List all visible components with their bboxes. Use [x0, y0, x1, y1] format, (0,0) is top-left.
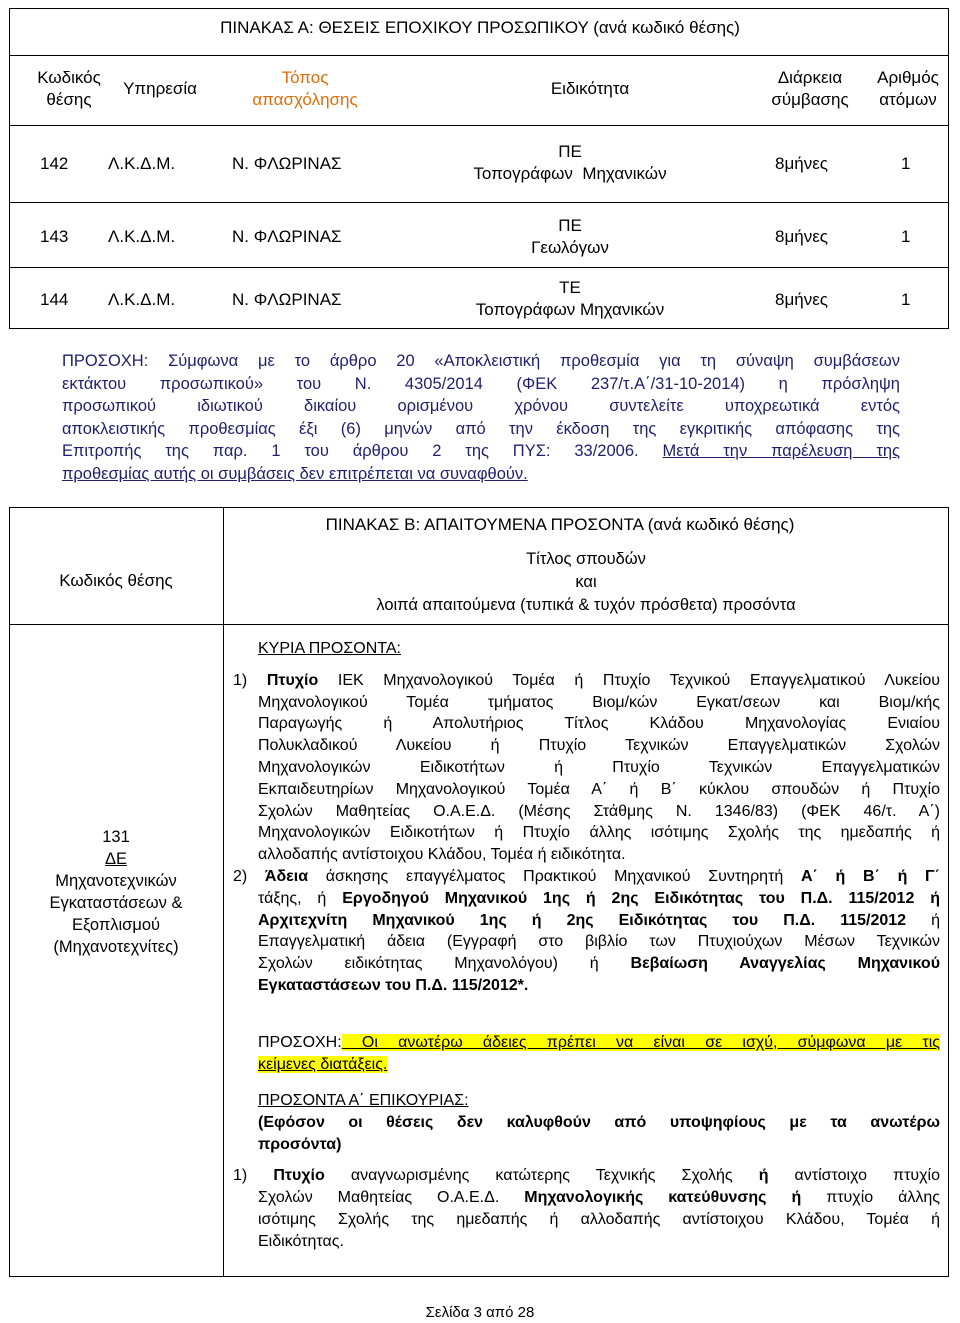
item-bold: Πτυχίο: [266, 671, 319, 689]
note-underlined-text: Μετά την παρέλευση της: [662, 442, 900, 460]
row-count: 1: [901, 154, 911, 173]
item1-line: Σχολών Μαθητείας Ο.Α.Ε.Δ. (Μέσης Στάθμης Ν. 1346/83) (ΦΕΚ 46/τ. Α΄): [258, 802, 940, 820]
header-code-line: θέσης: [46, 90, 92, 109]
header-count-line: ατόμων: [879, 90, 937, 109]
caution-highlighted-text: Οι ανωτέρω άδειες πρέπει να είναι σε ισχύ, σύμφωνα με τις: [341, 1034, 940, 1051]
item-bold: Πτυχίο: [273, 1167, 325, 1185]
item-number: 1): [233, 1167, 274, 1185]
item1-line: Εκπαιδευτηρίων Μηχανολογικού Τομέα Α΄ ή Β΄ κύκλου σπουδών ή Πτυχίο: [258, 780, 940, 798]
aux1-line: Ειδικότητας.: [258, 1232, 344, 1250]
row-code: 143: [40, 227, 69, 246]
header-count: [848, 67, 960, 111]
note-line: προσωπικού ιδιωτικού δικαίου ορισμένου χρόνου συντελείτε υποχρεωτικά εντός: [62, 397, 900, 415]
item-text: αναγνωρισμένης κατώτερης Τεχνικής Σχολής: [324, 1167, 759, 1185]
item-number: 2): [233, 867, 265, 885]
table-b-column-divider: [223, 507, 224, 1277]
item-text: Σχολών ειδικότητας Μηχανολόγου) ή: [258, 955, 631, 973]
item2-line: Επαγγελματική άδεια (Εγγραφή στο βιβλίο των Πτυχιούχων Μέσων Τεχνικών: [258, 933, 940, 951]
item-bold: Μηχανολογικής κατεύθυνσης ή: [524, 1189, 802, 1207]
item-bold: ή: [758, 1167, 769, 1185]
item-bold: Άδεια: [264, 867, 309, 885]
item-text: αντίστοιχο πτυχίο: [768, 1167, 940, 1185]
header-place-line: Τόπος: [281, 68, 329, 87]
item2-line: Εγκαταστάσεων του Π.Δ. 115/2012*.: [258, 976, 529, 994]
note-underlined-text: προθεσμίας αυτής οι συμβάσεις δεν επιτρέπεται να συναφθούν.: [62, 464, 528, 483]
item-text: τάξης, ή: [258, 889, 343, 907]
row-spec-type: ΠΕ: [558, 142, 582, 161]
page-number: Σελίδα 3 από 28: [425, 1304, 535, 1321]
position-category: ΔΕ: [104, 850, 128, 868]
aux1-line: [233, 1165, 940, 1187]
row-place: Ν. ΦΛΩΡΙΝΑΣ: [232, 290, 342, 309]
table-b-title: ΠΙΝΑΚΑΣ Β: ΑΠΑΙΤΟΥΜΕΝΑ ΠΡΟΣΟΝΤΑ (ανά κωδικό θέσης): [325, 515, 795, 534]
table-a-title: ΠΙΝΑΚΑΣ Α: ΘΕΣΕΙΣ ΕΠΟΧΙΚΟΥ ΠΡΟΣΩΠΙΚΟΥ (ανά κωδικό θέσης): [220, 18, 740, 37]
row-duration: 8μήνες: [775, 227, 828, 246]
table-b-divider: [9, 624, 949, 625]
position-name-line: Εγκαταστάσεων &: [49, 894, 183, 912]
header-code-line: Κωδικός: [37, 68, 101, 87]
header-specialty: Ειδικότητα: [550, 79, 630, 98]
row-place: Ν. ΦΛΩΡΙΝΑΣ: [232, 227, 342, 246]
row-spec-type: ΤΕ: [559, 278, 581, 297]
item1-line: Μηχανολογικών Ειδικοτήτων ή Πτυχίο άλλης ισότιμης Σχολής της ημεδαπής ή: [258, 824, 940, 842]
caution-line: [258, 1054, 940, 1076]
item2-line: [233, 866, 940, 888]
item1-line: Παραγωγής ή Απολυτήριος Τίτλος Κλάδου Μηχανολογίας Ενιαίου: [258, 715, 940, 733]
row-spec-name: Γεωλόγων: [531, 238, 609, 257]
header-duration-line: σύμβασης: [771, 90, 849, 109]
header-service: Υπηρεσία: [123, 79, 197, 98]
row-code: 142: [40, 154, 69, 173]
caution-highlighted-text: κείμενες διατάξεις.: [258, 1055, 388, 1073]
row-spec-type: ΠΕ: [558, 216, 582, 235]
table-a-divider: [9, 267, 949, 268]
item-bold: Α΄ ή Β΄ ή Γ΄: [800, 867, 941, 885]
item-bold: Βεβαίωση Αναγγελίας Μηχανικού: [630, 955, 940, 973]
row-count: 1: [901, 290, 911, 309]
caution-block: [258, 1032, 940, 1076]
row-service: Λ.Κ.Δ.Μ.: [108, 154, 176, 173]
item1-line: Μηχανολογικού Τομέα τμήματος Βιομ/κών Εγκατ/σεων και Βιομ/κής: [258, 693, 940, 711]
position-code-cell: [9, 826, 223, 958]
item-text: πτυχίο άλλης: [801, 1189, 940, 1207]
position-name-line: Εξοπλισμού: [71, 916, 161, 934]
auxiliary-note-line: (Εφόσον οι θέσεις δεν καλυφθούν από υποψηφίους με τα ανωτέρω: [258, 1113, 940, 1131]
item-number: 1): [233, 671, 267, 689]
aux1-line: [258, 1187, 940, 1209]
row-duration: 8μήνες: [775, 290, 828, 309]
header-qualifications: [223, 548, 949, 617]
row-count: 1: [901, 227, 911, 246]
row-duration: 8μήνες: [775, 154, 828, 173]
note-text: Επιτροπής της παρ. 1 του άρθρου 2 της ΠΥΣ: 33/2006.: [62, 442, 663, 460]
caution-line: [258, 1032, 940, 1054]
row-spec-name: Τοπογράφων Μηχανικών: [473, 164, 667, 183]
item-text: άσκησης επαγγέλματος Πρακτικού Μηχανικού Συντηρητή: [308, 867, 801, 885]
note-line: εκτάκτου προσωπικού» του Ν. 4305/2014 (ΦΕΚ 237/τ.Α΄/31-10-2014) η πρόσληψη: [62, 374, 900, 393]
caution-note: [62, 350, 900, 485]
item1-line: Μηχανολογικών Ειδικοτήτων ή Πτυχίο Τεχνικών Επαγγελματικών: [258, 758, 940, 776]
auxiliary-qualifications: [233, 1090, 940, 1253]
position-name-line: (Μηχανοτεχνίτες): [53, 938, 179, 956]
note-line: ΠΡΟΣΟΧΗ: Σύμφωνα με το άρθρο 20 «Αποκλειστική προθεσμία για τη σύναψη συμβάσεων: [62, 352, 900, 370]
note-line: [62, 440, 900, 463]
header-count-line: Αριθμός: [877, 68, 939, 87]
header-place: [225, 67, 385, 111]
row-service: Λ.Κ.Δ.Μ.: [108, 227, 176, 246]
item-bold: Αρχιτεχνίτη Μηχανικού 1ης ή 2ης Ειδικότητας του Π.Δ. 115/2012: [258, 911, 907, 929]
item1-line: [233, 670, 940, 692]
auxiliary-heading: ΠΡΟΣΟΝΤΑ Α΄ ΕΠΙΚΟΥΡΙΑΣ:: [258, 1092, 469, 1109]
item-text: Σχολών Μαθητείας Ο.Α.Ε.Δ.: [258, 1189, 525, 1207]
item2-line: [258, 910, 940, 932]
table-a-divider: [9, 125, 949, 126]
table-a-divider: [9, 202, 949, 203]
item-bold: Εργοδηγού Μηχανικού 1ης ή 2ης Ειδικότητας του Π.Δ. 115/2012 ή: [342, 889, 940, 907]
header-line: Τίτλος σπουδών: [526, 550, 646, 568]
item1-line: Πολυκλαδικού Λυκείου ή Πτυχίο Τεχνικών Επαγγελματικών Σχολών: [258, 737, 940, 755]
header-duration-line: Διάρκεια: [777, 68, 843, 87]
header-line: και: [575, 573, 597, 591]
item-text: ή: [906, 911, 940, 929]
position-name-line: Μηχανοτεχνικών: [55, 872, 177, 890]
auxiliary-note-line: προσόντα): [258, 1135, 342, 1153]
table-a-divider: [9, 55, 949, 56]
item1-line: αλλοδαπής αντίστοιχου Κλάδου, Τομέα ή ειδικότητα.: [258, 846, 626, 864]
item2-line: [258, 888, 940, 910]
row-service: Λ.Κ.Δ.Μ.: [108, 290, 176, 309]
row-place: Ν. ΦΛΩΡΙΝΑΣ: [232, 154, 342, 173]
row-code: 144: [40, 290, 69, 309]
main-qualifications: [233, 638, 941, 997]
aux1-line: ισότιμης Σχολής της ημεδαπής ή αλλοδαπής αντίστοιχου Κλάδου, Τομέα ή: [258, 1210, 940, 1228]
item2-line: [258, 953, 940, 975]
header-line: λοιπά απαιτούμενα (τυπικά & τυχόν πρόσθετα) προσόντα: [376, 596, 796, 614]
item-text: ΙΕΚ Μηχανολογικού Τομέα ή Πτυχίο Τεχνικού Επαγγελματικού Λυκείου: [318, 671, 940, 689]
caution-label: ΠΡΟΣΟΧΗ:: [258, 1034, 342, 1051]
main-qualifications-heading: ΚΥΡΙΑ ΠΡΟΣΟΝΤΑ:: [258, 640, 401, 657]
note-line: αποκλειστικής προθεσμίας έξι (6) μηνών από την έκδοση της εγκριτικής απόφασης της: [62, 419, 900, 438]
position-code: 131: [102, 828, 130, 846]
row-spec-name: Τοπογράφων Μηχανικών: [475, 300, 665, 319]
header-code: Κωδικός θέσης: [59, 571, 173, 590]
header-place-line: απασχόλησης: [252, 90, 358, 109]
